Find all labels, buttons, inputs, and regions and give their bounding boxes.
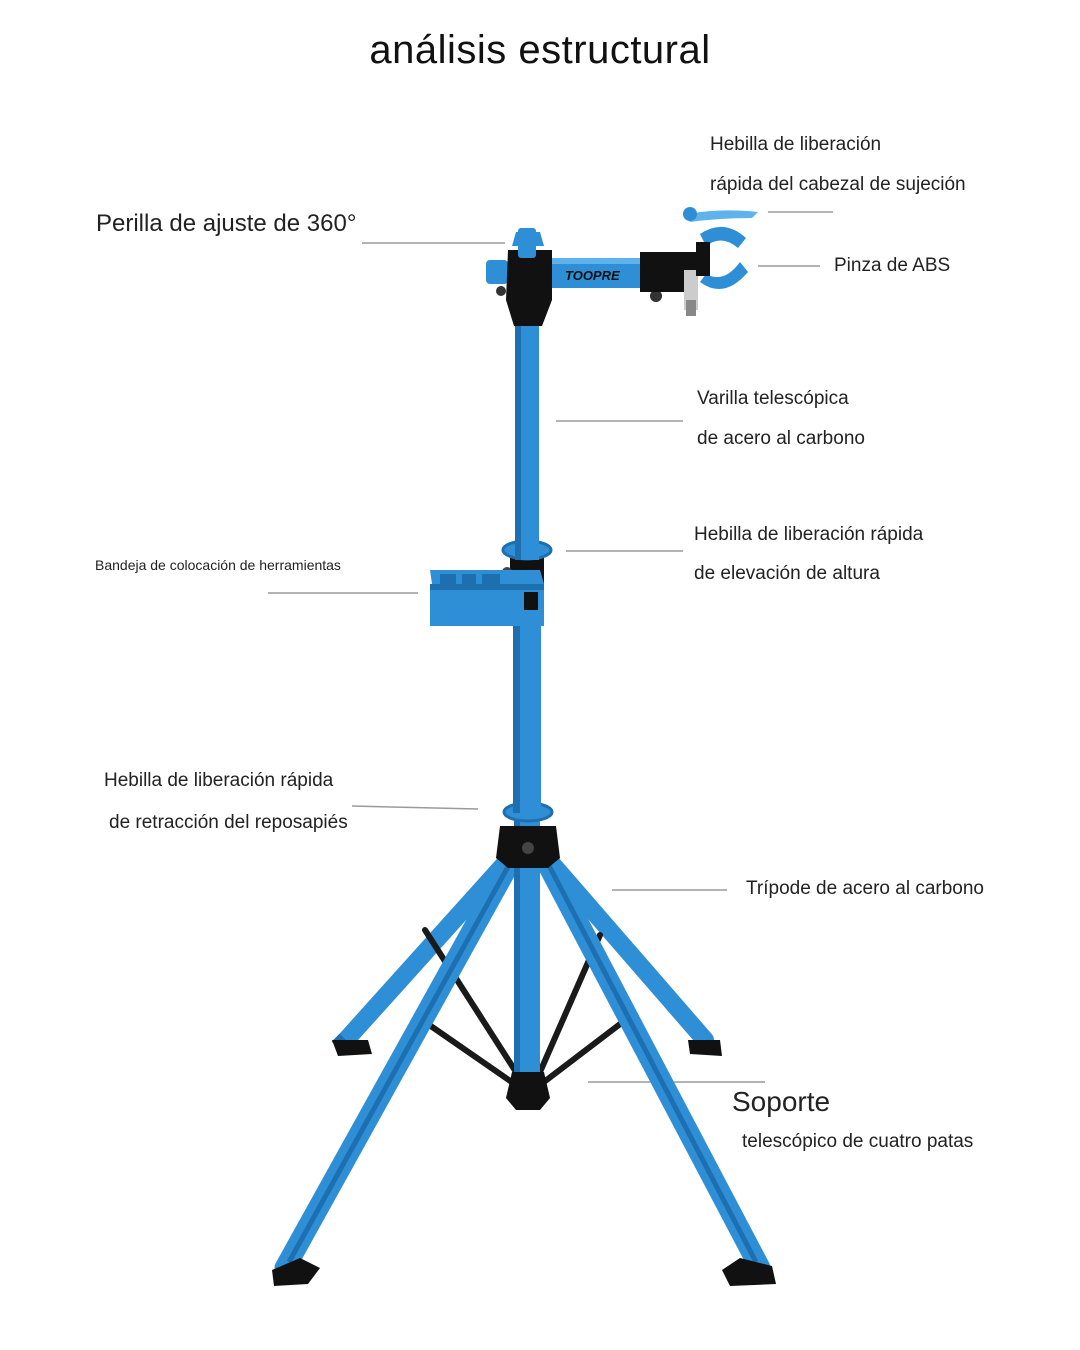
label-knob: Perilla de ajuste de 360° xyxy=(96,210,357,237)
page-title: análisis estructural xyxy=(369,28,711,72)
head-assembly xyxy=(486,207,758,326)
label-foot-1: Hebilla de liberación rápida xyxy=(104,770,334,791)
knob-360 xyxy=(512,232,544,246)
label-height-2: de elevación de altura xyxy=(694,563,880,584)
label-tray: Bandeja de colocación de herramientas xyxy=(95,557,341,573)
leader-foot xyxy=(352,806,478,809)
quick-release-lever xyxy=(688,210,758,222)
label-support-2: telescópico de cuatro patas xyxy=(742,1131,974,1152)
label-release-head-2: rápida del cabezal de sujeción xyxy=(710,174,966,195)
rear-foot-left xyxy=(332,1040,372,1056)
label-release-head-1: Hebilla de liberación xyxy=(710,134,882,155)
label-height-1: Hebilla de liberación rápida xyxy=(694,524,924,545)
label-clamp: Pinza de ABS xyxy=(834,255,951,276)
telescopic-rod xyxy=(515,320,539,560)
rear-foot-right xyxy=(688,1040,722,1056)
label-tripod: Trípode de acero al carbono xyxy=(746,878,985,899)
brand-logo: TOOPRE xyxy=(565,268,620,283)
bottom-joint xyxy=(506,1072,550,1110)
leader-lines xyxy=(268,212,833,1082)
label-rod-1: Varilla telescópica xyxy=(697,388,849,409)
label-support-1: Soporte xyxy=(732,1086,831,1117)
tool-tray xyxy=(430,570,544,626)
label-rod-2: de acero al carbono xyxy=(697,428,865,449)
label-foot-2: de retracción del reposapiés xyxy=(109,812,348,833)
